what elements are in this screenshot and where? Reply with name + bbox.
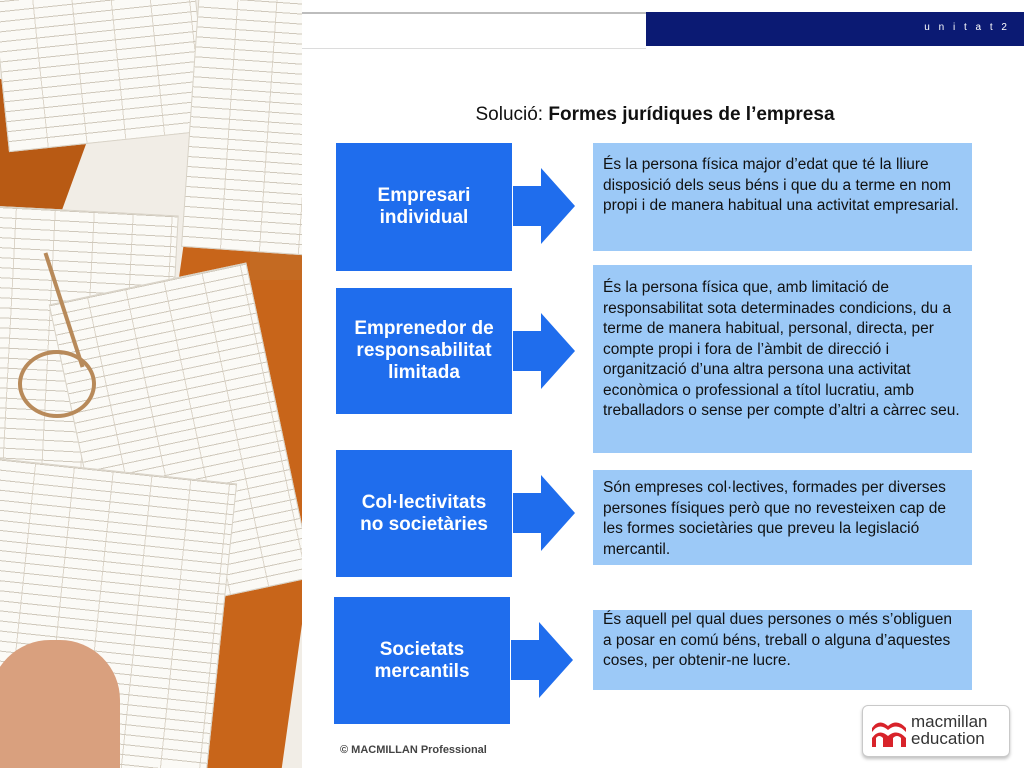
unit-label: u n i t a t 2 [924, 22, 1010, 33]
arrow-right-icon [511, 622, 573, 698]
form-label: Societats mercantils [374, 638, 470, 682]
paper-sheet [0, 0, 210, 152]
form-description-4: És aquell pel qual dues persones o més s’obliguen a posar en comú béns, treball o alguna d’aquestes coses, per obtenir-ne lucre. [593, 610, 972, 690]
paper-sheet [181, 0, 302, 257]
macmillan-logo-icon [871, 714, 907, 748]
form-box-3 [336, 450, 512, 577]
form-label: Col·lectivitats no societàries [360, 491, 488, 535]
arrow-right-icon [513, 168, 575, 244]
title-main: Formes jurídiques de l’empresa [548, 104, 835, 125]
title-prefix: Solució: [475, 104, 549, 125]
form-label: Empresari individual [377, 185, 471, 228]
arrow-right-icon [513, 313, 575, 389]
form-description-1: És la persona física major d’edat que té la lliure disposició dels seus béns i que du a terme en nom propi i de manera habitual una activitat empresarial. [593, 143, 972, 251]
copyright-footer: © MACMILLAN Professional [340, 744, 487, 756]
form-box-1 [336, 143, 512, 271]
header-bar [646, 12, 1024, 46]
form-description-2: És la persona física que, amb limitació de responsabilitat sota determinades condicions, du a terme de manera habitual, personal, directa, per compte propi i fora de l’àmbit de direcció i organització d’una altra persona una activitat econòmica o professional a títol lucratiu, amb treballadors o sense per compte d’altri a càrrec seu. [593, 265, 972, 453]
arrow-right-icon [513, 475, 575, 551]
background-photo [0, 0, 302, 768]
logo-text-macmillan: macmillan [911, 712, 988, 731]
glasses [18, 350, 96, 418]
hand [0, 640, 120, 768]
page-title [302, 104, 1008, 126]
header-line [302, 12, 646, 49]
form-label: Emprenedor de responsabilitat limitada [354, 318, 494, 383]
form-box-4 [334, 597, 510, 724]
form-box-2 [336, 288, 512, 414]
macmillan-logo [862, 705, 1010, 757]
form-description-3: Són empreses col·lectives, formades per diverses persones físiques però que no revesteixen cap de les formes societàries que preveu la legislació mercantil. [593, 470, 972, 565]
logo-text-education: education [911, 729, 985, 748]
